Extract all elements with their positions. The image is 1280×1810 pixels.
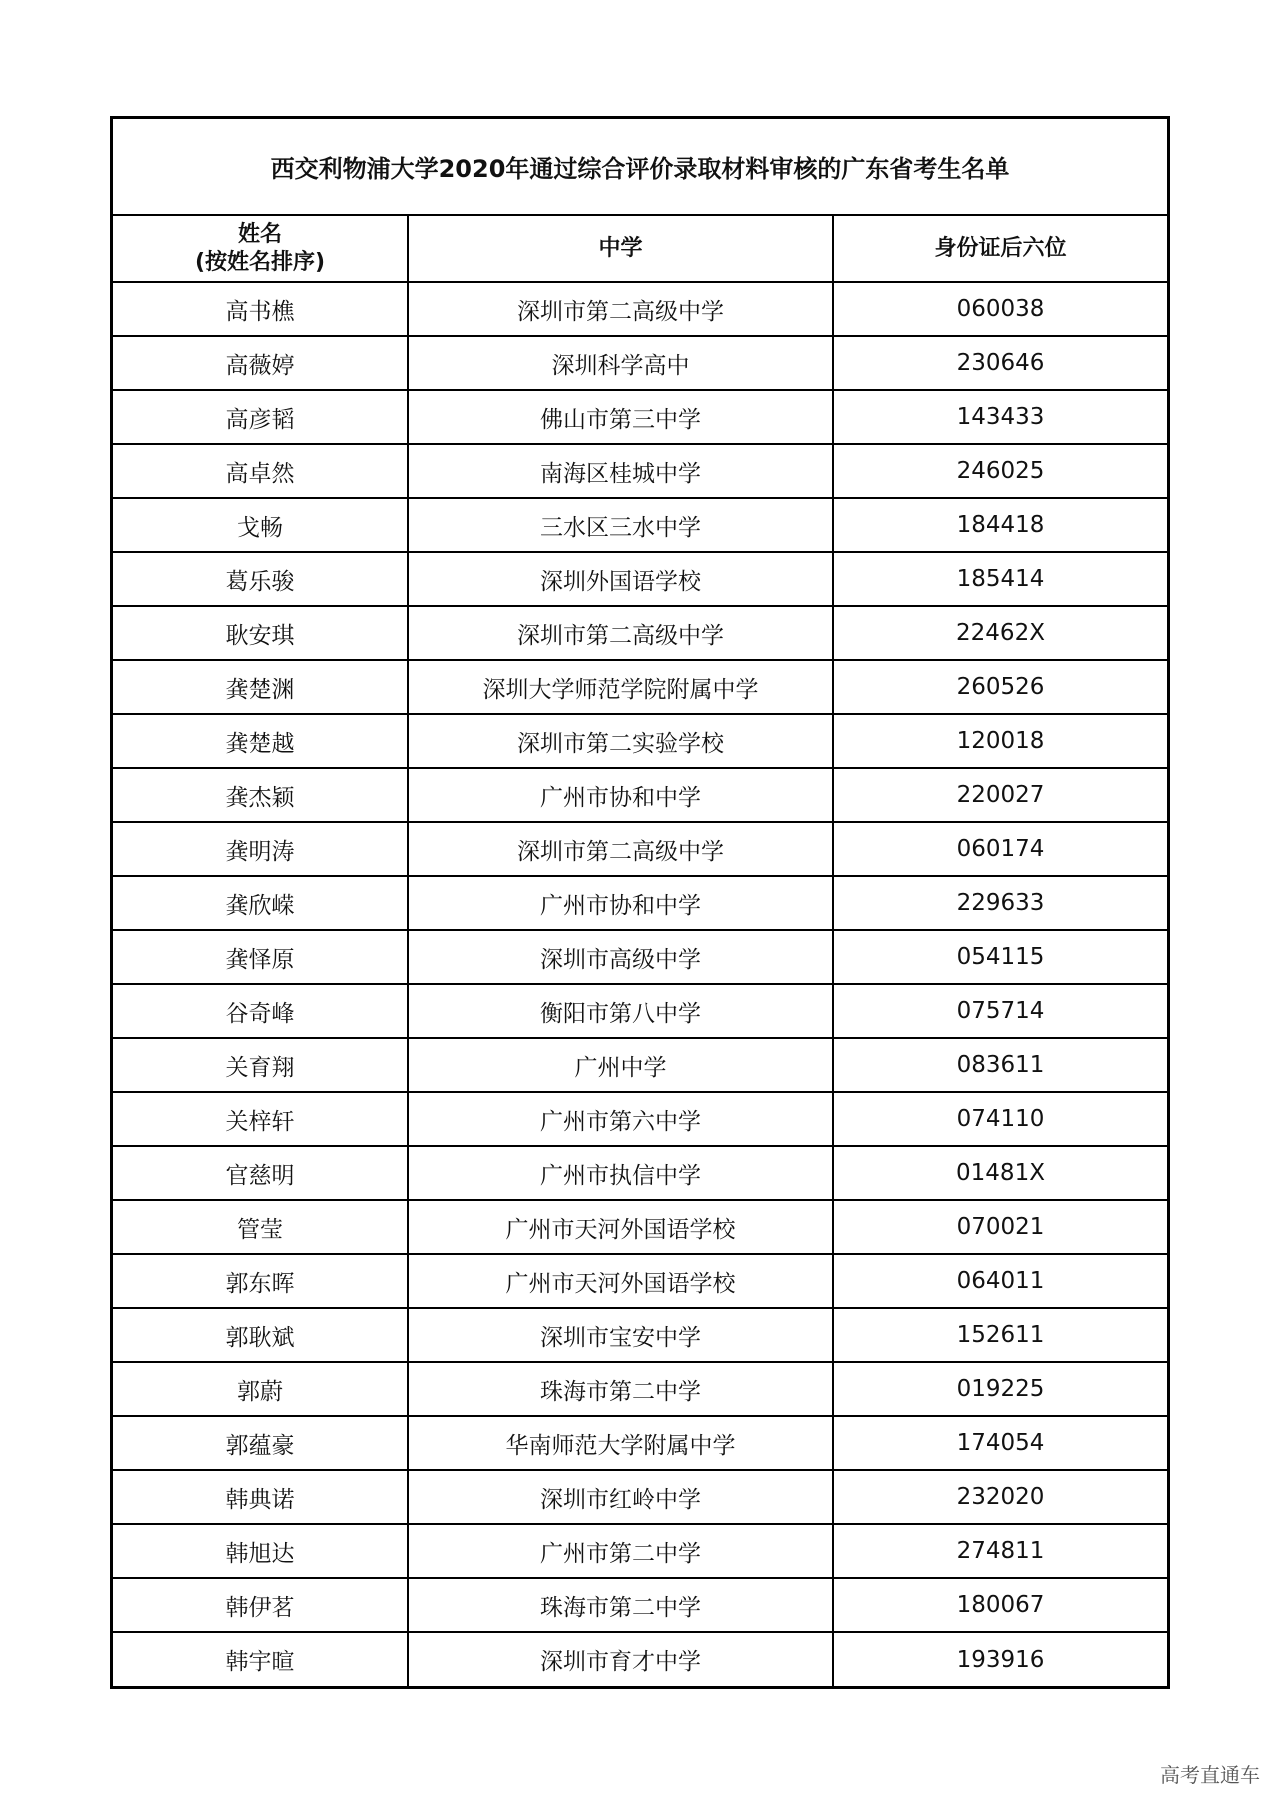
cell-id: 060038	[833, 282, 1167, 336]
cell-id: 019225	[833, 1362, 1167, 1416]
cell-school: 深圳市第二高级中学	[408, 282, 833, 336]
table-row	[113, 660, 1167, 714]
table-row	[113, 1200, 1167, 1254]
cell-name: 龚明涛	[113, 822, 408, 876]
cell-school: 广州市协和中学	[408, 876, 833, 930]
table-row	[113, 1092, 1167, 1146]
table-row	[113, 444, 1167, 498]
cell-id: 229633	[833, 876, 1167, 930]
cell-school: 深圳市第二实验学校	[408, 714, 833, 768]
table-row	[113, 1416, 1167, 1470]
cell-id: 193916	[956, 1646, 1045, 1673]
header-name	[113, 216, 408, 282]
cell-id: 075714	[833, 984, 1167, 1038]
cell-name: 高卓然	[113, 444, 408, 498]
table-row	[113, 1632, 1167, 1686]
cell-school: 佛山市第三中学	[408, 390, 833, 444]
cell-name: 龚楚越	[113, 714, 408, 768]
cell-name: 韩伊茗	[113, 1578, 408, 1632]
cell-name: 管莹	[113, 1200, 408, 1254]
table-row	[113, 606, 1167, 660]
cell-id: 230646	[833, 336, 1167, 390]
cell-name: 戈畅	[113, 498, 408, 552]
cell-id: 22462X	[833, 606, 1167, 660]
cell-name: 关梓轩	[113, 1092, 408, 1146]
header-id: 身份证后六位	[833, 216, 1167, 282]
cell-name: 高彦韬	[113, 390, 408, 444]
cell-name: 高薇婷	[113, 336, 408, 390]
cell-name: 韩典诺	[113, 1470, 408, 1524]
cell-school: 广州市天河外国语学校	[408, 1200, 833, 1254]
cell-id: 220027	[833, 768, 1167, 822]
document-title: 西交利物浦大学2020年通过综合评价录取材料审核的广东省考生名单	[113, 119, 1167, 216]
cell-school: 华南师范大学附属中学	[408, 1416, 833, 1470]
table-row	[113, 822, 1167, 876]
cell-id: 274811	[833, 1524, 1167, 1578]
cell-id: 074110	[833, 1092, 1167, 1146]
cell-school: 深圳市第二高级中学	[408, 606, 833, 660]
table-row	[113, 390, 1167, 444]
table-row	[113, 768, 1167, 822]
cell-school: 广州市协和中学	[408, 768, 833, 822]
table-row	[113, 282, 1167, 336]
cell-school: 深圳市第二高级中学	[408, 822, 833, 876]
cell-school: 深圳大学师范学院附属中学	[408, 660, 833, 714]
cell-name: 韩旭达	[113, 1524, 408, 1578]
cell-school: 广州中学	[408, 1038, 833, 1092]
cell-name: 郭耿斌	[113, 1308, 408, 1362]
cell-school: 深圳市红岭中学	[408, 1470, 833, 1524]
cell-name: 龚怿原	[113, 930, 408, 984]
cell-id: 064011	[833, 1254, 1167, 1308]
table-row	[113, 1524, 1167, 1578]
cell-school: 衡阳市第八中学	[408, 984, 833, 1038]
table-row	[113, 876, 1167, 930]
cell-school: 广州市第二中学	[408, 1524, 833, 1578]
cell-name: 葛乐骏	[113, 552, 408, 606]
cell-name: 郭蔚	[113, 1362, 408, 1416]
header-name-line1: 姓名	[237, 221, 282, 247]
cell-id: 232020	[833, 1470, 1167, 1524]
cell-name: 郭蕴豪	[113, 1416, 408, 1470]
cell-school: 深圳市宝安中学	[408, 1308, 833, 1362]
cell-name: 龚楚渊	[113, 660, 408, 714]
cell-school: 南海区桂城中学	[408, 444, 833, 498]
watermark-text: 高考直通车	[1160, 1763, 1260, 1787]
cell-id: 01481X	[833, 1146, 1167, 1200]
cell-school: 珠海市第二中学	[408, 1578, 833, 1632]
cell-id: 184418	[833, 498, 1167, 552]
table-row	[113, 984, 1167, 1038]
table-row	[113, 1470, 1167, 1524]
cell-name: 郭东晖	[113, 1254, 408, 1308]
cell-name: 谷奇峰	[113, 984, 408, 1038]
table-row	[113, 930, 1167, 984]
cell-name: 高书樵	[113, 282, 408, 336]
table-row	[113, 714, 1167, 768]
cell-id: 120018	[833, 714, 1167, 768]
table-row	[113, 336, 1167, 390]
table-row	[113, 1038, 1167, 1092]
table-header-row	[113, 216, 1167, 282]
table-row	[113, 1578, 1167, 1632]
cell-name: 耿安琪	[113, 606, 408, 660]
cell-id: 143433	[833, 390, 1167, 444]
header-name-line2: (按姓名排序)	[194, 249, 326, 275]
cell-id: 060174	[833, 822, 1167, 876]
cell-name: 韩宇暄	[113, 1632, 408, 1686]
cell-name: 关育翔	[113, 1038, 408, 1092]
table-row	[113, 552, 1167, 606]
cell-school: 深圳市高级中学	[408, 930, 833, 984]
cell-id: 152611	[833, 1308, 1167, 1362]
cell-school: 珠海市第二中学	[408, 1362, 833, 1416]
table-row	[113, 1362, 1167, 1416]
cell-name: 官慈明	[113, 1146, 408, 1200]
cell-id: 174054	[833, 1416, 1167, 1470]
cell-id: 083611	[833, 1038, 1167, 1092]
header-school: 中学	[408, 216, 833, 282]
table-row	[113, 1254, 1167, 1308]
cell-school: 广州市第六中学	[408, 1092, 833, 1146]
cell-school: 深圳市育才中学	[408, 1632, 833, 1686]
cell-school: 广州市天河外国语学校	[408, 1254, 833, 1308]
cell-name: 龚欣嵘	[113, 876, 408, 930]
admission-table	[113, 216, 1167, 1686]
cell-id: 180067	[833, 1578, 1167, 1632]
cell-id: 260526	[833, 660, 1167, 714]
cell-id: 054115	[833, 930, 1167, 984]
cell-school: 深圳科学高中	[408, 336, 833, 390]
cell-name: 龚杰颖	[113, 768, 408, 822]
cell-school: 深圳外国语学校	[408, 552, 833, 606]
table-row	[113, 1308, 1167, 1362]
cell-school: 三水区三水中学	[408, 498, 833, 552]
cell-id: 185414	[833, 552, 1167, 606]
table-row	[113, 498, 1167, 552]
cell-school: 广州市执信中学	[408, 1146, 833, 1200]
table-body	[113, 282, 1167, 1686]
table-row	[113, 1146, 1167, 1200]
cell-id: 246025	[833, 444, 1167, 498]
cell-id: 070021	[833, 1200, 1167, 1254]
admission-list-sheet	[110, 116, 1170, 1689]
